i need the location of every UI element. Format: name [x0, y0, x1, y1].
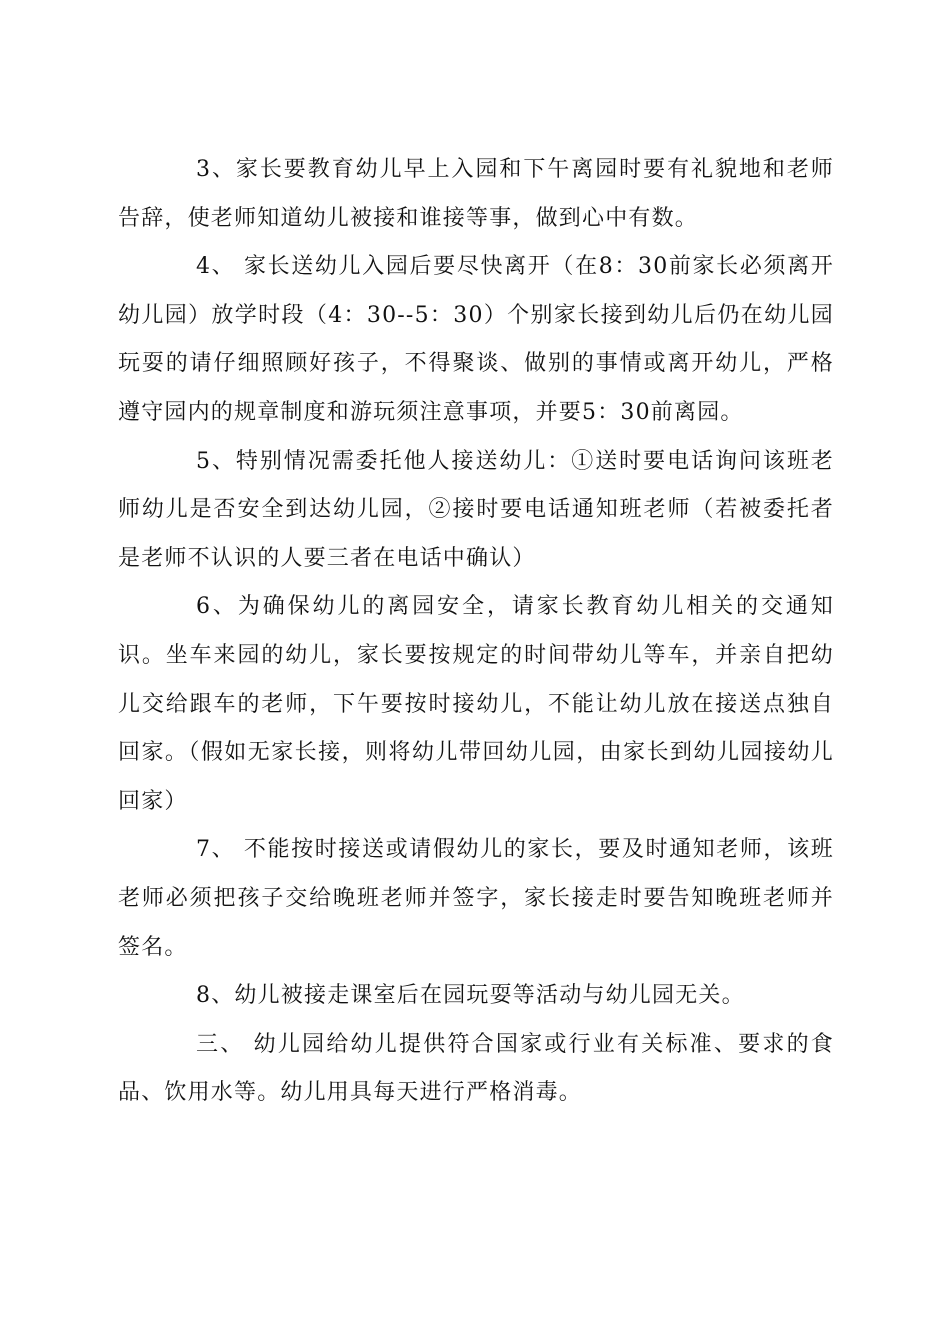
document-body	[118, 146, 834, 1118]
paragraph-item-4: 4、 家长送幼儿入园后要尽快离开（在8：30前家长必须离开幼儿园）放学时段（4：30--5：30）个别家长接到幼儿后仍在幼儿园玩耍的请仔细照顾好孩子，不得聚谈、做别的事情或离开幼儿，严格遵守园内的规章制度和游玩须注意事项，并要5：30前离园。	[118, 254, 834, 425]
paragraph-item-7: 7、 不能按时接送或请假幼儿的家长，要及时通知老师，该班老师必须把孩子交给晚班老师并签字，家长接走时要告知晚班老师并签名。	[118, 837, 834, 960]
paragraph-section-3: 三、 幼儿园给幼儿提供符合国家或行业有关标准、要求的食品、饮用水等。幼儿用具每天进行严格消毒。	[118, 1031, 834, 1106]
paragraph-item-6: 6、为确保幼儿的离园安全，请家长教育幼儿相关的交通知识。坐车来园的幼儿，家长要按规定的时间带幼儿等车，并亲自把幼儿交给跟车的老师，下午要按时接幼儿，不能让幼儿放在接送点独自回家。（假如无家长接，则将幼儿带回幼儿园，由家长到幼儿园接幼儿回家）	[118, 594, 834, 814]
paragraph-item-3: 3、家长要教育幼儿早上入园和下午离园时要有礼貌地和老师告辞，使老师知道幼儿被接和谁接等事，做到心中有数。	[118, 157, 834, 231]
paragraph-item-8: 8、幼儿被接走课室后在园玩耍等活动与幼儿园无关。	[196, 983, 745, 1009]
paragraph-item-5: 5、特别情况需委托他人接送幼儿：①送时要电话询问该班老师幼儿是否安全到达幼儿园，②接时要电话通知班老师（若被委托者是老师不认识的人要三者在电话中确认）	[118, 448, 834, 571]
